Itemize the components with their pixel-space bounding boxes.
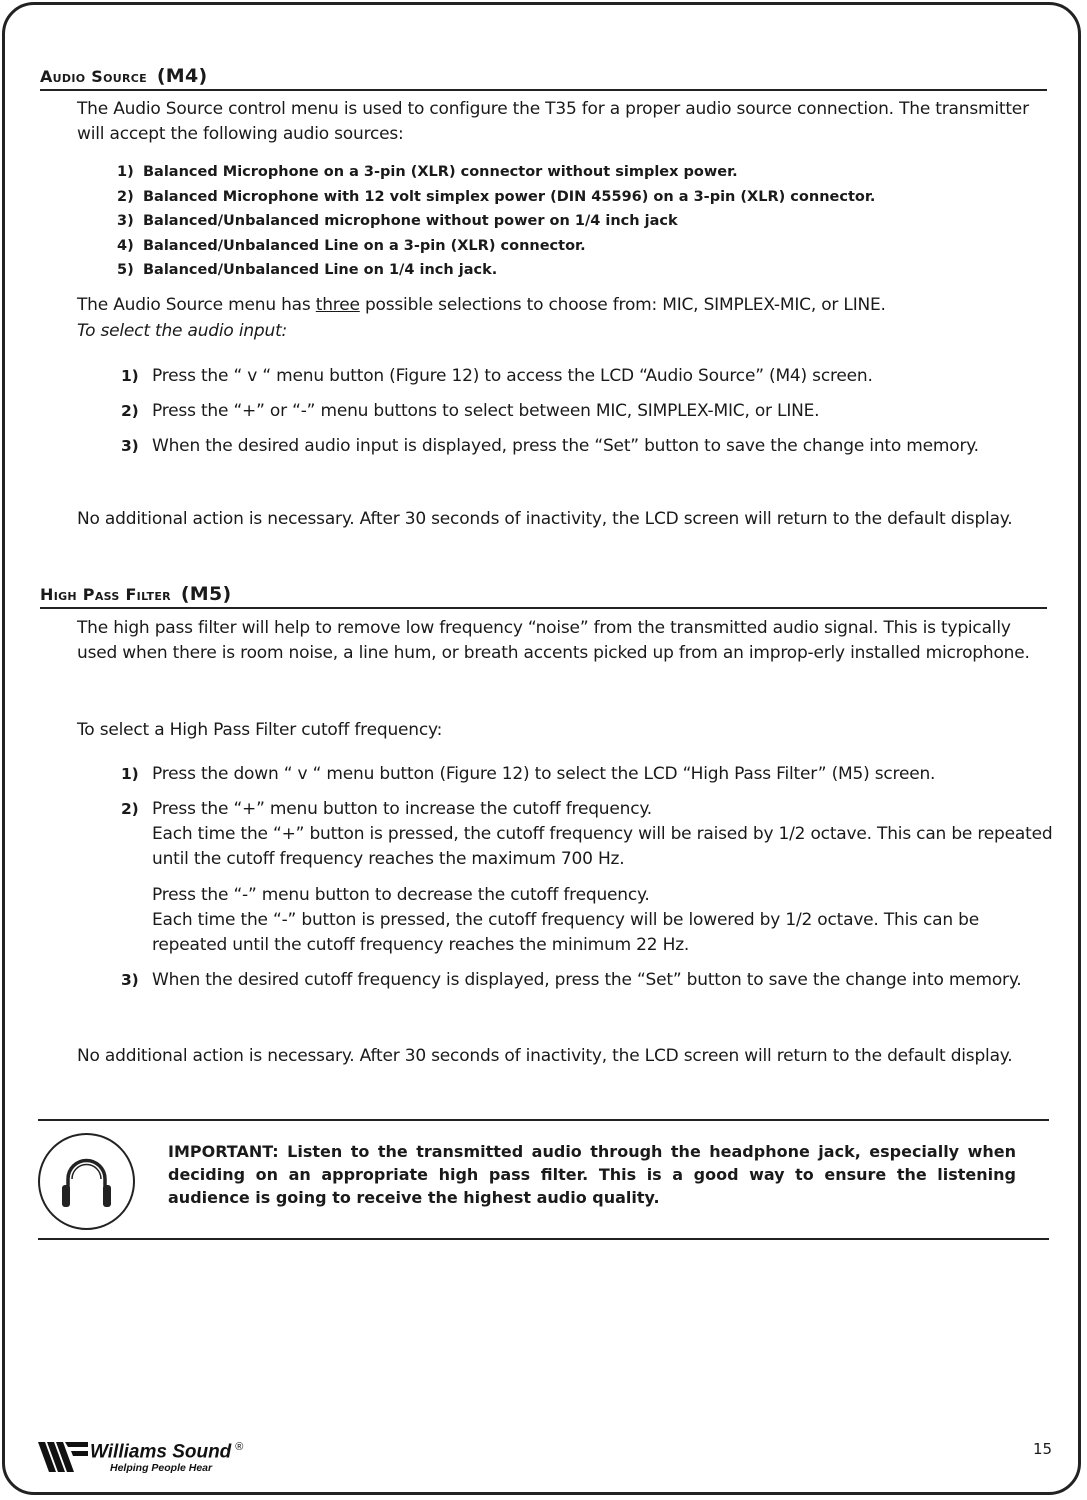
high-pass-select-label: To select a High Pass Filter cutoff frequency: xyxy=(77,720,443,740)
list-item xyxy=(117,234,1017,259)
audio-source-heading-text: Audio Source xyxy=(40,67,147,86)
step-text: When the desired audio input is displayed, press the “Set” button to save the change into memory. xyxy=(152,436,979,456)
page-number: 15 xyxy=(1033,1440,1053,1458)
audio-source-closing: No additional action is necessary. After 30 seconds of inactivity, the LCD screen will return to the default display. xyxy=(77,509,1013,529)
menu-text-pre: The Audio Source menu has xyxy=(77,295,316,315)
step-line: Each time the “-” button is pressed, the cutoff frequency will be lowered by 1/2 octave. This can be repeated until the cutoff frequency reaches the minimum 22 Hz. xyxy=(152,910,979,955)
step-item xyxy=(121,364,1056,389)
audio-source-intro: The Audio Source control menu is used to configure the T35 for a proper audio source connection. The transmitter will accept the following audio sources: xyxy=(77,99,1029,144)
list-item-text: Balanced Microphone on a 3-pin (XLR) connector without simplex power. xyxy=(143,164,738,180)
list-item-number: 3) xyxy=(117,213,134,229)
step-item xyxy=(121,434,1056,459)
audio-source-heading xyxy=(40,65,1047,91)
list-item-number: 2) xyxy=(117,188,134,205)
high-pass-closing: No additional action is necessary. After 30 seconds of inactivity, the LCD screen will return to the default display. xyxy=(77,1046,1013,1066)
step-number: 2) xyxy=(121,402,139,420)
step-number: 3) xyxy=(121,971,139,989)
brand-text: Williams Sound xyxy=(90,1441,232,1463)
step-number: 1) xyxy=(121,765,139,783)
menu-text-post: possible selections to choose from: MIC, SIMPLEX-MIC, or LINE. xyxy=(359,295,886,315)
step-item xyxy=(121,797,1056,958)
list-item xyxy=(117,209,1017,234)
high-pass-heading-code: (M5) xyxy=(180,583,232,605)
step-text: When the desired cutoff frequency is displayed, press the “Set” button to save the change into memory. xyxy=(152,970,1022,990)
high-pass-heading xyxy=(40,583,1047,609)
list-item xyxy=(117,160,1017,185)
step-text: Press the “ v “ menu button (Figure 12) to access the LCD “Audio Source” (M4) screen. xyxy=(152,366,873,386)
list-item-text: Balanced/Unbalanced Line on 1/4 inch jack. xyxy=(143,262,498,278)
menu-text-underlined: three xyxy=(315,295,360,315)
audio-source-list xyxy=(117,160,1017,283)
logo-brand-name xyxy=(90,1441,243,1463)
step-line: Each time the “+” button is pressed, the cutoff frequency will be raised by 1/2 octave. This can be repeated until the cutoff frequency reaches the maximum 700 Hz. xyxy=(152,824,1053,869)
step-item xyxy=(121,399,1056,424)
important-note: IMPORTANT: Listen to the transmitted audio through the headphone jack, especially when deciding on an appropriate high pass filter. This is a good way to ensure the listening audience is going to receive the highest audio quality. xyxy=(168,1142,1016,1207)
logo-tagline: Helping People Hear xyxy=(110,1462,213,1474)
list-item-number: 5) xyxy=(117,262,134,278)
logo-mark-icon xyxy=(38,1442,88,1476)
williams-sound-logo xyxy=(38,1442,298,1478)
high-pass-intro: The high pass filter will help to remove low frequency “noise” from the transmitted audio signal. This is typically used when there is room noise, a line hum, or breath accents picked up from an improp-erly installed microphone. xyxy=(77,618,1030,663)
audio-source-select-label: To select the audio input: xyxy=(77,321,288,341)
list-item-text: Balanced/Unbalanced Line on a 3-pin (XLR) connector. xyxy=(143,237,586,254)
list-item xyxy=(117,185,1017,210)
list-item-text: Balanced Microphone with 12 volt simplex power (DIN 45596) on a 3-pin (XLR) connector. xyxy=(143,188,876,205)
step-number: 2) xyxy=(121,800,139,818)
step-number: 3) xyxy=(121,437,139,455)
step-line: Press the “-” menu button to decrease the cutoff frequency. xyxy=(152,885,650,905)
headphones-icon xyxy=(38,1133,135,1230)
divider-bottom xyxy=(38,1238,1049,1240)
step-item xyxy=(121,968,1056,993)
audio-source-steps xyxy=(121,364,1056,459)
audio-source-heading-code: (M4) xyxy=(156,65,208,87)
list-item-number: 1) xyxy=(117,164,134,180)
step-text: Press the “+” or “-” menu buttons to select between MIC, SIMPLEX-MIC, or LINE. xyxy=(152,401,820,421)
audio-source-menu-text xyxy=(77,293,1052,318)
step-text: Press the down “ v “ menu button (Figure 12) to select the LCD “High Pass Filter” (M5) screen. xyxy=(152,764,936,784)
high-pass-steps xyxy=(121,762,1056,993)
list-item-number: 4) xyxy=(117,237,134,254)
step-item xyxy=(121,762,1056,787)
high-pass-heading-text: High Pass Filter xyxy=(40,585,171,604)
registered-mark: ® xyxy=(235,1441,244,1453)
divider-top xyxy=(38,1119,1049,1121)
list-item xyxy=(117,258,1017,283)
step-text xyxy=(152,797,1056,958)
step-line: Press the “+” menu button to increase the cutoff frequency. xyxy=(152,799,652,819)
step-number: 1) xyxy=(121,367,139,385)
list-item-text: Balanced/Unbalanced microphone without power on 1/4 inch jack xyxy=(143,213,678,229)
